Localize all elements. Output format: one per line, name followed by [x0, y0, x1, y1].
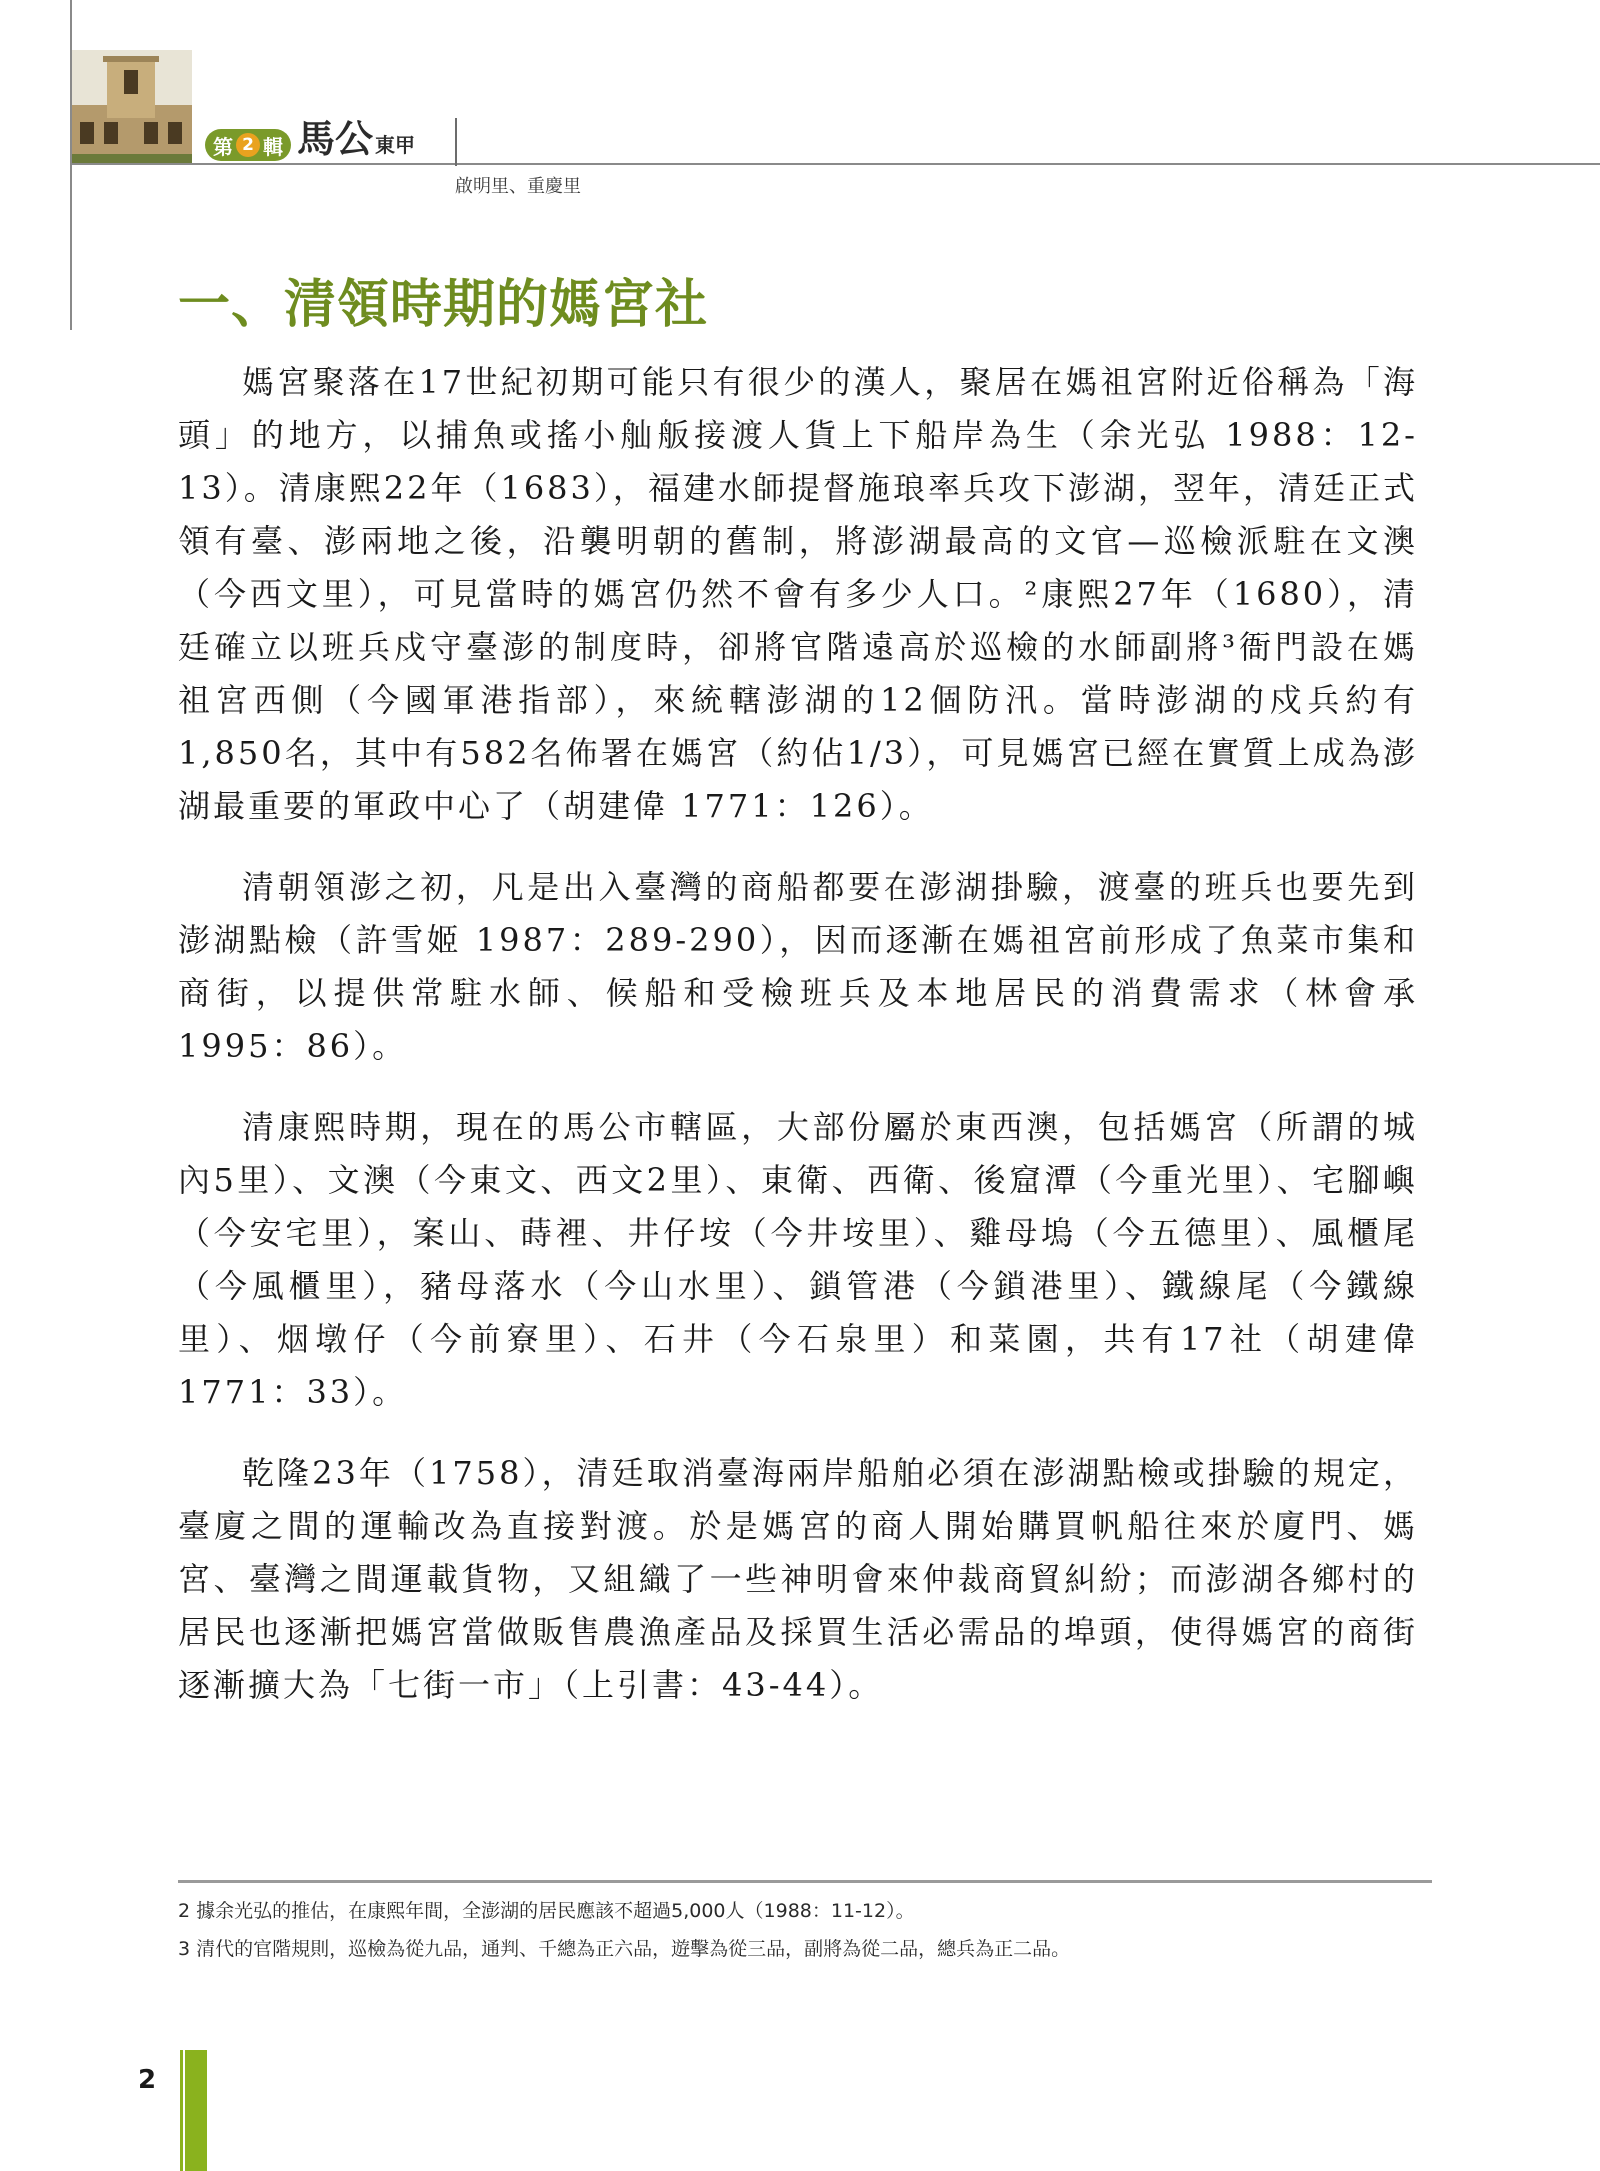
building-photo	[72, 50, 192, 163]
chapter-suffix: 輯	[263, 134, 283, 159]
chapter-number: 2	[236, 133, 260, 157]
chapter-prefix: 第	[213, 134, 233, 159]
paragraph: 清朝領澎之初，凡是出入臺灣的商船都要在澎湖掛驗，渡臺的班兵也要先到澎湖點檢（許雪姬 1987：289-290），因而逐漸在媽祖宮前形成了魚菜市集和商街，以提供常駐水師、候船和受檢班兵及本地居民的消費需求（林會承 1995：86）。	[178, 868, 1418, 1065]
page-accent-bar	[185, 2050, 207, 2171]
chapter-tag	[205, 116, 416, 165]
page-accent-line	[180, 2050, 183, 2171]
paragraph: 乾隆23年（1758），清廷取消臺海兩岸船舶必須在澎湖點檢或掛驗的規定，臺廈之間的運輸改為直接對渡。於是媽宮的商人開始購買帆船往來於廈門、媽宮、臺灣之間運載貨物，又組織了一些神明會來仲裁商貿糾紛；而澎湖各鄉村的居民也逐漸把媽宮當做販售農漁產品及採買生活必需品的埠頭，使得媽宮的商街逐漸擴大為「七街一市」（上引書：43-44）。	[178, 1454, 1418, 1704]
book-title-main: 馬公	[297, 116, 374, 161]
footnote: 2 據余光弘的推估，在康熙年間，全澎湖的居民應該不超過5,000人（1988：11-12）。	[178, 1900, 915, 1922]
chapter-badge	[205, 129, 291, 161]
page-number: 2	[138, 2065, 157, 2095]
section-heading: 一、清領時期的媽宮社	[178, 274, 709, 335]
footnote: 3 清代的官階規則，巡檢為從九品，通判、千總為正六品，遊擊為從三品，副將為從二品，總兵為正二品。	[178, 1938, 1071, 1960]
paragraph: 清康熙時期，現在的馬公市轄區，大部份屬於東西澳，包括媽宮（所謂的城內5里）、文澳（今東文、西文2里）、東衛、西衛、後窟潭（今重光里）、宅腳嶼（今安宅里），案山、蒔裡、井仔垵（今井垵里）、雞母塢（今五德里）、風櫃尾（今風櫃里），豬母落水（今山水里）、鎖管港（今鎖港里）、鐵線尾（今鐵線里）、烟墩仔（今前寮里）、石井（今石泉里）和菜園，共有17社（胡建偉 1771：33）。	[178, 1108, 1418, 1411]
book-title	[297, 116, 416, 165]
paragraph: 媽宮聚落在17世紀初期可能只有很少的漢人，聚居在媽祖宮附近俗稱為「海頭」的地方，以捕魚或搖小舢舨接渡人貨上下船岸為生（余光弘 1988：12-13）。清康熙22年（1683），福建水師提督施琅率兵攻下澎湖，翌年，清廷正式領有臺、澎兩地之後，沿襲明朝的舊制，將澎湖最高的文官—巡檢派駐在文澳（今西文里），可見當時的媽宮仍然不會有多少人口。²康熙27年（1680），清廷確立以班兵戍守臺澎的制度時，卻將官階遠高於巡檢的水師副將³衙門設在媽祖宮西側（今國軍港指部），來統轄澎湖的12個防汛。當時澎湖的戍兵約有1,850名，其中有582名佈署在媽宮（約佔1/3），可見媽宮已經在實質上成為澎湖最重要的軍政中心了（胡建偉 1771：126）。	[178, 363, 1418, 825]
book-title-small: 東甲	[375, 133, 416, 157]
book-subtitle: 啟明里、重慶里	[455, 176, 581, 197]
footnotes	[178, 1892, 1432, 1968]
footnote-rule	[178, 1880, 1432, 1883]
title-divider	[455, 118, 457, 166]
body-text	[178, 356, 1418, 1740]
